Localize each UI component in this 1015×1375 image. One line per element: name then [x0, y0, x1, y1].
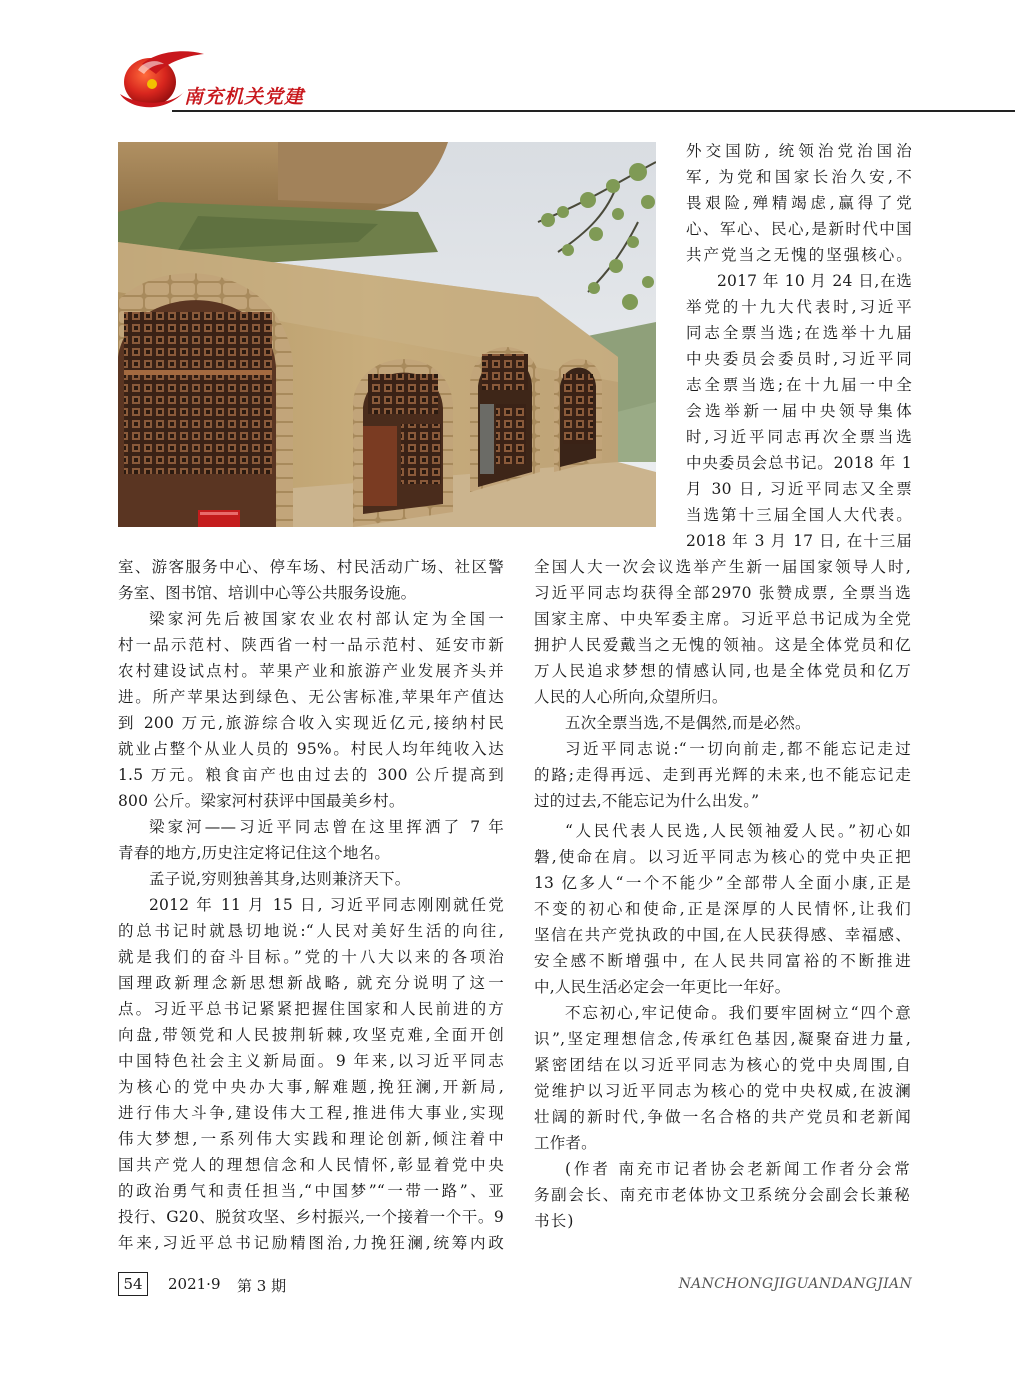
paragraph-line: 全国人大一次会议选举产生新一届国家领导人时,	[534, 558, 911, 576]
paragraph-line: 青春的地方,历史注定将记住这个地名。	[118, 844, 391, 862]
paragraph-line: 心、军心、民心,是新时代中国	[686, 220, 912, 238]
page-number: 54	[118, 1272, 148, 1296]
footer-brand-pinyin: NANCHONGJIGUANDANGJIAN	[678, 1276, 912, 1292]
author-byline: (作者 南充市记者协会老新闻工作者分会常	[565, 1160, 911, 1178]
paragraph-line: 畏艰险,殚精竭虑,赢得了党	[686, 194, 912, 212]
paragraph-line: 识”,坚定理想信念,传承红色基因,凝聚奋进力量,	[534, 1030, 911, 1048]
paragraph-line: 为核心的党中央办大事,解难题,挽狂澜,开新局,	[118, 1078, 504, 1096]
author-byline: 书长)	[534, 1212, 575, 1230]
paragraph-line: 向盘,带领党和人民披荆斩棘,攻坚克难,全面开创	[118, 1026, 504, 1044]
paragraph-line: 不变的初心和使命,正是深厚的人民情怀,让我们	[534, 900, 911, 918]
paragraph-line: 进。所产苹果达到绿色、无公害标准,苹果年产值达	[118, 688, 504, 706]
paragraph-line: 中,人民生活必定会一年更比一年好。	[534, 978, 791, 996]
paragraph-line: 梁家河先后被国家农业农村部认定为全国一	[149, 610, 504, 628]
paragraph-line: 2017 年 10 月 24 日,在选	[717, 272, 912, 290]
paragraph-line: 举党的十九大代表时,习近平	[686, 298, 912, 316]
paragraph-line: 志全票当选;在十九届一中全	[686, 376, 912, 394]
paragraph-line: 拥护人民爱戴当之无愧的领袖。这是全体党员和亿	[534, 636, 911, 654]
paragraph-line: 就是我们的奋斗目标。”党的十八大以来的各项治	[118, 948, 504, 966]
paragraph-line: 坚信在共产党执政的中国,在人民获得感、幸福感、	[534, 926, 911, 944]
paragraph-line: 同志全票当选;在选举十九届	[686, 324, 912, 342]
paragraph-line: 的政治勇气和责任担当,“中国梦”“一带一路”、亚	[118, 1182, 504, 1200]
paragraph-line: 1.5 万元。粮食亩产也由过去的 300 公斤提高到	[118, 766, 504, 784]
paragraph-line: 五次全票当选,不是偶然,而是必然。	[565, 714, 811, 732]
paragraph-line: 磐,使命在肩。以习近平同志为核心的党中央正把	[534, 848, 911, 866]
brand-title: 南充机关党建	[184, 86, 305, 108]
paragraph-line: 工作者。	[534, 1134, 597, 1152]
paragraph-line: 过的过去,不能忘记为什么出发。”	[534, 792, 760, 810]
paragraph-line: 壮阔的新时代,争做一名合格的共产党员和老新闻	[534, 1108, 911, 1126]
paragraph-line: 中央委员会委员时,习近平同	[686, 350, 912, 368]
paragraph-line: 紧密团结在以习近平同志为核心的党中央周围,自	[534, 1056, 911, 1074]
paragraph-line: 中央委员会总书记。2018 年 1	[686, 454, 912, 472]
paragraph-line: 中国特色社会主义新局面。9 年来,以习近平同志	[118, 1052, 504, 1070]
paragraph-line: 孟子说,穷则独善其身,达则兼济天下。	[149, 870, 411, 888]
paragraph-line: 村一品示范村、陕西省一村一品示范村、延安市新	[118, 636, 504, 654]
paragraph-line: “人民代表人民选,人民领袖爱人民。”初心如	[565, 822, 911, 840]
paragraph-line: 伟大梦想,一系列伟大实践和理论创新,倾注着中	[118, 1130, 504, 1148]
issue-number: 第 3 期	[237, 1277, 287, 1295]
paragraph-line: 不忘初心,牢记使命。我们要牢固树立“四个意	[565, 1004, 911, 1022]
paragraph-line: 农村建设试点村。苹果产业和旅游产业发展齐头并	[118, 662, 504, 680]
paragraph-line: 年来,习近平总书记励精图治,力挽狂澜,统筹内政	[118, 1234, 504, 1252]
paragraph-line: 的路;走得再远、走到再光辉的未来,也不能忘记走	[534, 766, 911, 784]
paragraph-line: 安全感不断增强中, 在人民共同富裕的不断推进	[534, 952, 911, 970]
cave-dwellings-photo	[118, 142, 656, 527]
author-byline: 务副会长、南充市老体协文卫系统分会副会长兼秘	[534, 1186, 911, 1204]
paragraph-line: 军, 为党和国家长治久安,不	[686, 168, 912, 186]
paragraph-line: 国家主席、中央军委主席。习近平总书记成为全党	[534, 610, 911, 628]
paragraph-line: 共产党当之无愧的坚强核心。	[686, 246, 912, 264]
issue-date: 2021·9	[168, 1275, 221, 1293]
paragraph-line: 投行、G20、脱贫攻坚、乡村振兴,一个接着一个干。9	[118, 1208, 504, 1226]
paragraph-line: 当选第十三届全国人大代表。	[686, 506, 912, 524]
paragraph-line: 会选举新一届中央领导集体	[686, 402, 912, 420]
paragraph-line: 800 公斤。梁家河村获评中国最美乡村。	[118, 792, 405, 810]
paragraph-line: 时,习近平同志再次全票当选	[686, 428, 912, 446]
paragraph-line: 人民的人心所向,众望所归。	[534, 688, 728, 706]
paragraph-line: 2018 年 3 月 17 日, 在十三届	[686, 532, 912, 550]
paragraph-line: 外交国防, 统领治党治国治	[686, 142, 912, 160]
paragraph-line: 习近平同志均获得全部2970 张赞成票, 全票当选	[534, 584, 911, 602]
paragraph-line: 月 30 日, 习近平同志又全票	[686, 480, 912, 498]
paragraph-line: 务室、图书馆、培训中心等公共服务设施。	[118, 584, 417, 602]
paragraph-line: 点。习近平总书记紧紧把握住国家和人民前进的方	[118, 1000, 504, 1018]
paragraph-line: 习近平同志说:“一切向前走,都不能忘记走过	[565, 740, 911, 758]
paragraph-line: 2012 年 11 月 15 日, 习近平同志刚刚就任党	[149, 896, 504, 914]
paragraph-line: 国共产党人的理想信念和人民情怀,彰显着党中央	[118, 1156, 504, 1174]
paragraph-line: 室、游客服务中心、停车场、村民活动广场、社区警	[118, 558, 504, 576]
paragraph-line: 进行伟大斗争,建设伟大工程,推进伟大事业,实现	[118, 1104, 504, 1122]
paragraph-line: 梁家河——习近平同志曾在这里挥洒了 7 年	[149, 818, 504, 836]
paragraph-line: 到 200 万元,旅游综合收入实现近亿元,接纳村民	[118, 714, 504, 732]
header-divider	[172, 110, 1015, 112]
paragraph-line: 国理政新理念新思想新战略, 就充分说明了这一	[118, 974, 504, 992]
paragraph-line: 的总书记时就恳切地说:“人民对美好生活的向往,	[118, 922, 504, 940]
paragraph-line: 觉维护以习近平同志为核心的党中央权威,在波澜	[534, 1082, 911, 1100]
paragraph-line: 13 亿多人“一个不能少”全部带人全面小康,正是	[534, 874, 911, 892]
paragraph-line: 就业占整个从业人员的 95%。村民人均年纯收入达	[118, 740, 504, 758]
paragraph-line: 万人民追求梦想的情感认同,也是全体党员和亿万	[534, 662, 911, 680]
